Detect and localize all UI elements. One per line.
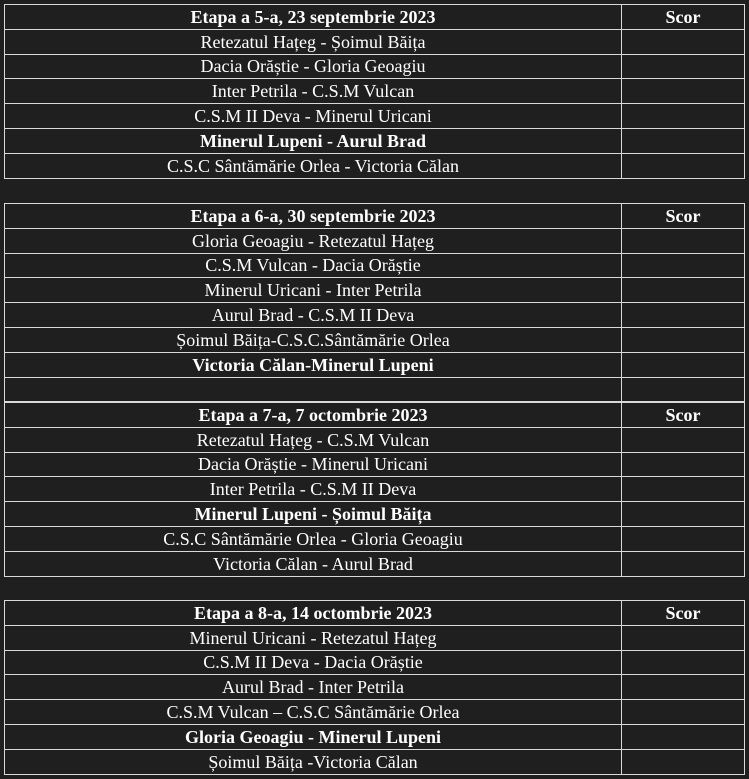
score-column-header: Scor [622,403,745,428]
score-cell [622,452,745,477]
score-cell [622,253,745,278]
match-row [5,625,745,650]
match-cell: Șoimul Băița-C.S.C.Sântămărie Orlea [5,327,622,352]
match-row [5,29,745,54]
score-cell [622,625,745,650]
match-row [5,153,745,178]
score-cell [622,502,745,527]
match-row [5,278,745,303]
match-cell: Inter Petrila - C.S.M II Deva [5,477,622,502]
round-7-table [4,402,745,577]
score-cell [622,278,745,303]
match-cell: Dacia Orăștie - Minerul Uricani [5,452,622,477]
match-row [5,452,745,477]
score-column-header: Scor [622,601,745,626]
match-row [5,724,745,749]
match-cell [5,377,622,402]
match-cell: Aurul Brad - Inter Petrila [5,675,622,700]
match-row [5,650,745,675]
round-header-row [5,601,745,626]
round-header-row [5,5,745,30]
match-row [5,675,745,700]
match-cell: Retezatul Hațeg - Șoimul Băița [5,29,622,54]
score-cell [622,675,745,700]
round-8-table [4,600,745,775]
match-row [5,352,745,377]
match-cell: Dacia Orăștie - Gloria Geoagiu [5,54,622,79]
round-title: Etapa a 7-a, 7 octombrie 2023 [5,403,622,428]
match-cell: Minerul Uricani - Inter Petrila [5,278,622,303]
match-cell: Retezatul Hațeg - C.S.M Vulcan [5,427,622,452]
match-row [5,228,745,253]
match-cell: Victoria Călan - Aurul Brad [5,551,622,576]
score-cell [622,377,745,402]
match-row [5,128,745,153]
round-header-row [5,403,745,428]
score-column-header: Scor [622,5,745,30]
match-row [5,79,745,104]
round-title: Etapa a 8-a, 14 octombrie 2023 [5,601,622,626]
match-cell: Minerul Lupeni - Aurul Brad [5,128,622,153]
match-row [5,477,745,502]
score-cell [622,303,745,328]
round-header-row [5,204,745,229]
match-row [5,427,745,452]
match-cell: Aurul Brad - C.S.M II Deva [5,303,622,328]
match-cell: C.S.C Sântămărie Orlea - Gloria Geoagiu [5,526,622,551]
match-cell: Minerul Uricani - Retezatul Hațeg [5,625,622,650]
match-row [5,502,745,527]
score-cell [622,749,745,774]
match-row [5,551,745,576]
match-row [5,303,745,328]
score-cell [622,104,745,129]
score-cell [622,29,745,54]
score-cell [622,327,745,352]
match-cell: C.S.C Sântămărie Orlea - Victoria Călan [5,153,622,178]
match-row [5,104,745,129]
score-cell [622,153,745,178]
match-row [5,700,745,725]
match-row [5,54,745,79]
score-column-header: Scor [622,204,745,229]
score-cell [622,352,745,377]
match-row [5,327,745,352]
score-cell [622,551,745,576]
match-cell: Gloria Geoagiu - Retezatul Hațeg [5,228,622,253]
match-cell: C.S.M II Deva - Minerul Uricani [5,104,622,129]
round-6-table [4,203,745,402]
match-row [5,749,745,774]
match-row [5,526,745,551]
score-cell [622,526,745,551]
match-cell: C.S.M Vulcan – C.S.C Sântămărie Orlea [5,700,622,725]
score-cell [622,228,745,253]
match-row [5,253,745,278]
score-cell [622,79,745,104]
round-title: Etapa a 5-a, 23 septembrie 2023 [5,5,622,30]
match-cell: Inter Petrila - C.S.M Vulcan [5,79,622,104]
match-cell: C.S.M II Deva - Dacia Orăștie [5,650,622,675]
score-cell [622,724,745,749]
match-cell: Șoimul Băița -Victoria Călan [5,749,622,774]
score-cell [622,54,745,79]
match-cell: Minerul Lupeni - Șoimul Băița [5,502,622,527]
score-cell [622,427,745,452]
match-cell: Gloria Geoagiu - Minerul Lupeni [5,724,622,749]
match-cell: C.S.M Vulcan - Dacia Orăștie [5,253,622,278]
match-cell: Victoria Călan-Minerul Lupeni [5,352,622,377]
round-title: Etapa a 6-a, 30 septembrie 2023 [5,204,622,229]
empty-row [5,377,745,402]
score-cell [622,700,745,725]
score-cell [622,650,745,675]
score-cell [622,128,745,153]
round-5-table [4,4,745,179]
score-cell [622,477,745,502]
